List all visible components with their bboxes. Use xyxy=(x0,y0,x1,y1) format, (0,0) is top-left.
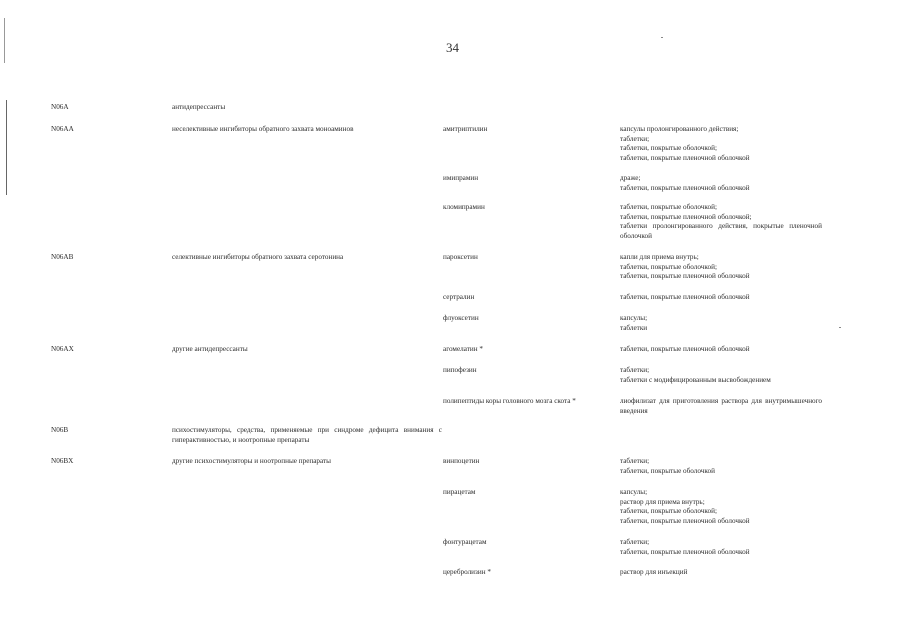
drug-name: амитриптилин xyxy=(443,125,488,133)
drug-name: имипрамин xyxy=(443,174,479,182)
drug-name: пароксетин xyxy=(443,253,478,261)
dosage-form: таблетки, покрытые пленочной оболочкой xyxy=(620,183,750,192)
dosage-form: таблетки, покрытые пленочной оболочкой xyxy=(620,547,750,556)
dosage-form: раствор для инъекций xyxy=(620,568,688,576)
dosage-form: таблетки; xyxy=(620,366,650,374)
dosage-form: драже; xyxy=(620,174,641,182)
dosage-forms xyxy=(620,314,822,333)
dosage-form: таблетки, покрытые пленочной оболочкой xyxy=(620,272,750,281)
group-name: селективные ингибиторы обратного захвата серотонина xyxy=(172,253,344,261)
dosage-form: таблетки с модифицированным высвобождением xyxy=(620,375,771,384)
drug-name: пирацетам xyxy=(443,488,476,496)
group-name: антидепрессанты xyxy=(172,103,226,111)
group-name: психостимуляторы, средства, применяемые при синдроме дефицита внимания с гиперактивностью, и ноотропные препараты xyxy=(172,426,442,444)
atc-code: N06AX xyxy=(51,345,74,353)
dosage-form: таблетки; xyxy=(620,457,650,465)
dosage-forms xyxy=(620,366,822,385)
dosage-form: капсулы; xyxy=(620,314,648,322)
drug-name: флуоксетин xyxy=(443,314,479,322)
dosage-forms xyxy=(620,488,822,526)
page-number: 34 xyxy=(446,40,459,55)
dosage-form: таблетки, покрытые пленочной оболочкой xyxy=(620,516,750,525)
dosage-form: таблетки, покрытые оболочкой; xyxy=(620,144,717,153)
scan-margin-mark xyxy=(6,100,7,195)
scan-speck xyxy=(661,37,663,38)
dosage-form: таблетки, покрытые оболочкой; xyxy=(620,507,717,516)
dosage-form: лиофилизат для приготовления раствора для внутримышечного введения xyxy=(620,397,822,415)
dosage-forms xyxy=(620,538,822,557)
atc-code: N06B xyxy=(51,426,69,434)
dosage-form: таблетки xyxy=(620,323,648,332)
dosage-forms xyxy=(620,174,822,193)
dosage-form: раствор для приема внутрь; xyxy=(620,497,705,506)
dosage-form: таблетки, покрытые пленочной оболочкой; xyxy=(620,212,752,221)
drug-name: кломипрамин xyxy=(443,203,485,211)
dosage-form: таблетки, покрытые оболочкой; xyxy=(620,203,717,211)
drug-name: фонтурацетам xyxy=(443,538,487,546)
atc-code: N06AB xyxy=(51,253,74,261)
dosage-forms xyxy=(620,203,822,241)
drug-name: церебролизин * xyxy=(443,568,491,576)
dosage-forms xyxy=(620,345,822,355)
group-name: другие антидепрессанты xyxy=(172,345,248,353)
dosage-forms xyxy=(620,253,822,282)
dosage-form: таблетки, покрытые пленочной оболочкой xyxy=(620,345,750,353)
dosage-forms xyxy=(620,125,822,163)
drug-name: агомелатин * xyxy=(443,345,483,353)
drug-name: сертралин xyxy=(443,293,475,301)
dosage-form: таблетки пролонгированного действия, покрытые пленочной оболочкой xyxy=(620,222,822,240)
dosage-forms xyxy=(620,397,822,416)
atc-code: N06BX xyxy=(51,457,74,465)
dosage-form: таблетки, покрытые пленочной оболочкой xyxy=(620,293,750,301)
dosage-form: капсулы; xyxy=(620,488,648,496)
dosage-forms xyxy=(620,568,822,578)
atc-code: N06A xyxy=(51,103,69,111)
scan-speck xyxy=(839,327,841,328)
drug-name: пипофезин xyxy=(443,366,477,374)
dosage-forms xyxy=(620,293,822,303)
atc-code: N06AA xyxy=(51,125,74,133)
dosage-form: капсулы пролонгированного действия; xyxy=(620,125,739,133)
drug-name: винпоцетин xyxy=(443,457,480,465)
dosage-form: таблетки, покрытые оболочкой; xyxy=(620,262,717,271)
dosage-form: капли для приема внутрь; xyxy=(620,253,699,261)
dosage-form: таблетки; xyxy=(620,134,650,143)
drug-name: полипептиды коры головного мозга скота * xyxy=(443,397,576,405)
dosage-form: таблетки; xyxy=(620,538,650,546)
group-name: неселективные ингибиторы обратного захвата моноаминов xyxy=(172,125,354,133)
dosage-form: таблетки, покрытые оболочкой xyxy=(620,466,715,475)
group-name: другие психостимуляторы и ноотропные препараты xyxy=(172,457,332,465)
dosage-form: таблетки, покрытые пленочной оболочкой xyxy=(620,153,750,162)
dosage-forms xyxy=(620,457,822,476)
